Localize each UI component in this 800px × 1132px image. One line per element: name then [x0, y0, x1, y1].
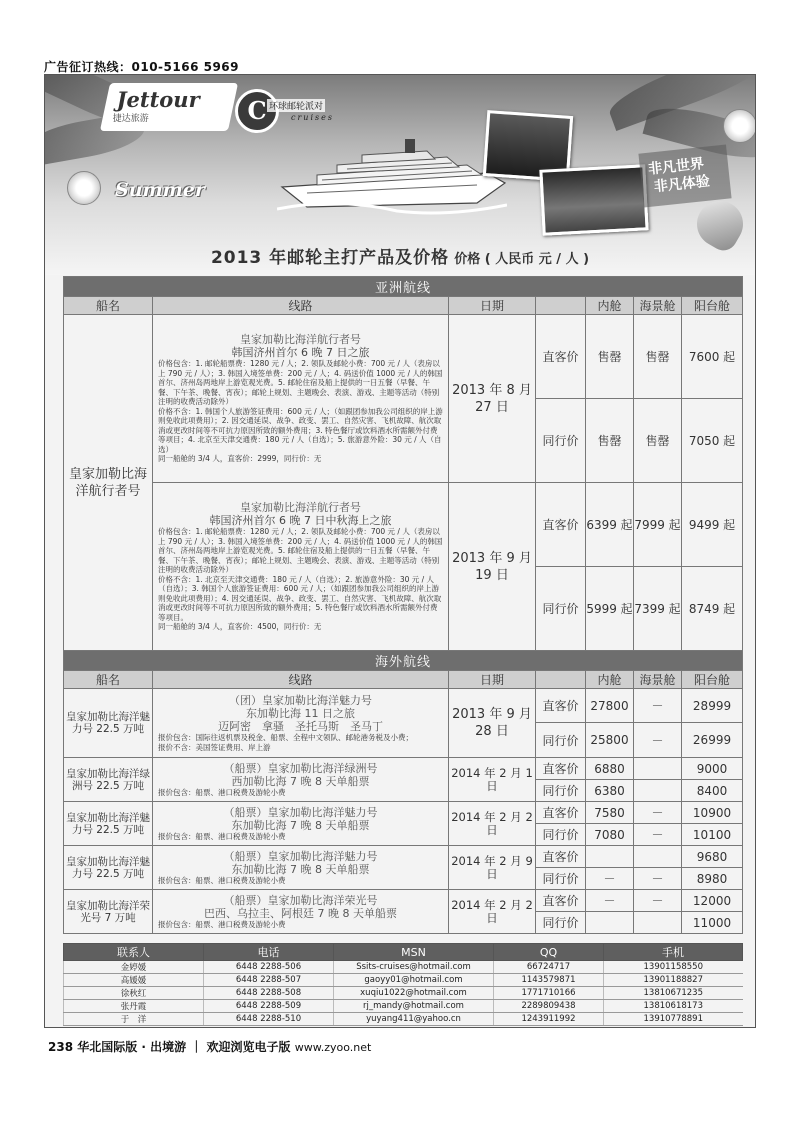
price-seaview: [634, 758, 682, 780]
route-subtitle: 东加勒比海 7 晚 8 天单船票: [231, 862, 370, 876]
contact-msn: gaoyy01@hotmail.com: [334, 974, 494, 987]
price-balcony: 10900: [682, 802, 743, 824]
price-inner: 6380: [586, 780, 634, 802]
price-balcony: 7600 起: [682, 315, 743, 399]
route-subtitle: 东加勒比海 7 晚 8 天单船票: [231, 818, 370, 832]
table-row: [64, 890, 743, 912]
brand-subtitle: 捷达旅游: [112, 114, 149, 124]
price-seaview: －: [634, 890, 682, 912]
route-child-price: 同一船舱的 3/4 人，直客价：2999，同行价：无: [158, 454, 322, 464]
contact-mobile: 13901188827: [604, 974, 743, 987]
contact-msn: yuyang411@yahoo.cn: [334, 1013, 494, 1026]
price-type: 直客价: [536, 483, 586, 567]
contacts-header: [64, 944, 743, 961]
contact-phone: 6448 2288-507: [204, 974, 334, 987]
col-balcony: 阳台舱: [682, 297, 743, 315]
col-seaview: 海景舱: [634, 297, 682, 315]
price-balcony: 7050 起: [682, 399, 743, 483]
sail-date: 2014 年 2 月 2 日: [449, 802, 536, 846]
route-include: 价格包含：1. 邮轮船票费：1280 元 / 人；2. 领队及邮轮小费：700 元 / 人（表房以上 790 元 / 人）；3. 韩国入境签单费：200 元 / 人；4. 码送价值 1000 元 / 人的韩国首尔、济州岛两地岸上游览观光费。5. 邮轮住宿及船上提供的一日五餐（早餐、午餐、下午茶、晚餐、宵夜）；邮轮上规划、主题晚会、表演、游戏、主题等活动（特别注明的收费活动除外）: [158, 527, 443, 575]
price-balcony: 12000: [682, 890, 743, 912]
price-inner: 7580: [586, 802, 634, 824]
route-include: 报价包含：船票、港口税费及游轮小费: [158, 787, 286, 797]
section-title: 海外航线: [64, 651, 743, 671]
price-seaview: －: [634, 723, 682, 758]
price-balcony: 10100: [682, 824, 743, 846]
contact-phone: 6448 2288-510: [204, 1013, 334, 1026]
contacts-col-qq: QQ: [494, 944, 604, 961]
ship-name: 皇家加勒比海洋航行者号: [64, 315, 153, 651]
price-type: 同行价: [536, 780, 586, 802]
section-asia: [64, 277, 743, 297]
route-detail: [153, 802, 449, 846]
contact-mobile: 13810618173: [604, 1000, 743, 1013]
contact-qq: 1243911992: [494, 1013, 604, 1026]
price-seaview: [634, 780, 682, 802]
route-subtitle: 东加勒比海 11 日之旅: [246, 707, 355, 720]
price-type: 直客价: [536, 802, 586, 824]
contacts-col-name: 联系人: [64, 944, 204, 961]
price-inner: 27800: [586, 689, 634, 723]
route-include: 报价包含：船票、港口税费及游轮小费: [158, 875, 286, 885]
footer-text: 华北国际版 · 出境游 ｜ 欢迎浏览电子版: [77, 1040, 291, 1054]
sail-date: 2013 年 8 月 27 日: [449, 315, 536, 483]
col-ship: 船名: [64, 297, 153, 315]
column-header-row: [64, 671, 743, 689]
route-exclude: 价格不含：1. 北京至天津交通费：180 元 / 人（自选）；2. 旅游意外险：30 元 / 人（自选）；3. 韩国个人旅游签证费用：600 元 / 人；（如跟团参加我公司组织的岸上游则免收此项费用）；4. 因交通延误、战争、政变、罢工、自然灾害、飞机故障、航次取消或更改时间等不可抗力原因所致的额外费用；5. 特色餐厅或饮料酒水所需额外付费等项目。: [158, 574, 442, 622]
contact-qq: 1771710166: [494, 987, 604, 1000]
summer-script: Summer: [115, 179, 205, 201]
contact-mobile: 13901158550: [604, 961, 743, 974]
ship-name: 皇家加勒比海洋魅力号 22.5 万吨: [64, 846, 153, 890]
price-balcony: 26999: [682, 723, 743, 758]
route-title: 皇家加勒比海洋航行者号: [240, 501, 361, 515]
price-type: 直客价: [536, 689, 586, 723]
route-include: 报价包含：船票、港口税费及游轮小费: [158, 831, 286, 841]
flower-icon: [723, 109, 755, 143]
route-title: （船票）皇家加勒比海洋魅力号: [223, 805, 378, 819]
price-seaview: 售罄: [634, 315, 682, 399]
col-inner: 内舱: [586, 297, 634, 315]
price-seaview: 7999 起: [634, 483, 682, 567]
route-subtitle: 巴西、乌拉圭、阿根廷 7 晚 8 天单船票: [204, 906, 397, 920]
sail-date: 2013 年 9 月 28 日: [449, 689, 536, 758]
contact-phone: 6448 2288-508: [204, 987, 334, 1000]
price-inner: －: [586, 890, 634, 912]
contacts-table: [63, 943, 743, 1026]
contact-mobile: 13910778891: [604, 1013, 743, 1026]
price-seaview: 7399 起: [634, 567, 682, 651]
route-detail: [153, 315, 449, 483]
price-inner: 25800: [586, 723, 634, 758]
ad-hotline: 广告征订热线：010-5166 5969: [44, 60, 240, 74]
route-child-price: 同一船舱的 3/4 人，直客价：4500，同行价：无: [158, 622, 322, 632]
price-type: 同行价: [536, 399, 586, 483]
col-type: [536, 297, 586, 315]
col-type: [536, 671, 586, 689]
price-type: 同行价: [536, 723, 586, 758]
route-subtitle: 韩国济州首尔 6 晚 7 日中秋海上之旅: [209, 514, 392, 528]
ship-name: 皇家加勒比海洋魅力号 22.5 万吨: [64, 802, 153, 846]
price-table: [63, 276, 743, 934]
route-detail: [153, 483, 449, 651]
table-row: [64, 802, 743, 824]
page-title-main: 2013 年邮轮主打产品及价格: [210, 248, 450, 268]
price-balcony: 8749 起: [682, 567, 743, 651]
route-title: 皇家加勒比海洋航行者号: [240, 333, 361, 347]
contact-name: 高媛媛: [64, 974, 204, 987]
price-seaview: －: [634, 868, 682, 890]
price-type: 同行价: [536, 824, 586, 846]
flower-icon: [67, 171, 101, 205]
route-detail: [153, 846, 449, 890]
table-row: [64, 758, 743, 780]
col-seaview: 海景舱: [634, 671, 682, 689]
col-route: 线路: [153, 671, 449, 689]
photo-deck: [539, 164, 648, 235]
table-row: [64, 689, 743, 723]
price-unit: 价格 ( 人民币 元 / 人 ): [454, 252, 590, 267]
price-seaview: －: [634, 824, 682, 846]
contact-qq: 2289809438: [494, 1000, 604, 1013]
contact-phone: 6448 2288-506: [204, 961, 334, 974]
contacts-col-mobile: 手机: [604, 944, 743, 961]
contact-msn: xuqiu1022@hotmail.com: [334, 987, 494, 1000]
table-row: [64, 846, 743, 868]
contact-name: 于 洋: [64, 1013, 204, 1026]
table-row: [64, 315, 743, 399]
price-inner: [586, 846, 634, 868]
table-row: [64, 1000, 743, 1013]
ship-name: 皇家加勒比海洋荣光号 7 万吨: [64, 890, 153, 934]
route-exclude: 报价不含：美国签证费用、岸上游: [158, 742, 271, 752]
section-overseas: [64, 651, 743, 671]
sail-date: 2014 年 2 月 9 日: [449, 846, 536, 890]
contacts-col-msn: MSN: [334, 944, 494, 961]
table-row: [64, 483, 743, 567]
price-inner: 6880: [586, 758, 634, 780]
cruise-logo-c-icon: C: [235, 89, 279, 133]
price-inner: [586, 912, 634, 934]
price-seaview: 售罄: [634, 399, 682, 483]
ad-frame: [44, 74, 756, 1028]
price-inner: 7080: [586, 824, 634, 846]
price-balcony: 8400: [682, 780, 743, 802]
table-row: [64, 961, 743, 974]
price-type: 直客价: [536, 315, 586, 399]
cruise-logo-text: 环球邮轮派对: [267, 99, 325, 112]
contact-msn: rj_mandy@hotmail.com: [334, 1000, 494, 1013]
col-date: 日期: [449, 297, 536, 315]
col-balcony: 阳台舱: [682, 671, 743, 689]
sail-date: 2014 年 2 月 2 日: [449, 890, 536, 934]
slogan-line-2: 非凡体验: [653, 173, 711, 196]
route-exclude: 价格不含：1. 韩国个人旅游签证费用：600 元 / 人；（如跟团参加我公司组织的岸上游则免收此项费用）；2. 因交通延误、战争、政变、罢工、自然灾害、飞机故障、航次取消或更改时间等不可抗力原因所致的额外费用；3. 特色餐厅或饮料酒水所需额外付费等项目；4. 北京至天津交通费：180 元 / 人（自选）；5. 旅游意外险：30 元 / 人（自选）: [158, 406, 443, 454]
column-header-row: [64, 297, 743, 315]
page-footer: [48, 1038, 371, 1055]
cruise-ship-icon: [277, 125, 507, 215]
banner: [45, 75, 755, 275]
route-title: （船票）皇家加勒比海洋魅力号: [223, 849, 378, 863]
price-inner: 6399 起: [586, 483, 634, 567]
table-row: [64, 974, 743, 987]
section-title: 亚洲航线: [64, 277, 743, 297]
route-include: 价格包含：1. 邮轮船票费：1280 元 / 人；2. 领队及邮轮小费：700 元 / 人（表房以上 790 元 / 人）；3. 韩国入境签单费：200 元 / 人；4. 码送价值 1000 元 / 人的韩国首尔、济州岛两地岸上游览观光费。5. 邮轮住宿及船上提供的一日五餐（早餐、午餐、下午茶、晚餐、宵夜）；邮轮上规划、主题晚会、表演、游戏、主题等活动（特别注明的收费活动除外）: [158, 359, 443, 407]
brand-name: Jettour: [116, 87, 200, 112]
route-subtitle: 西加勒比海 7 晚 8 天单船票: [231, 774, 370, 788]
route-detail: [153, 758, 449, 802]
col-inner: 内舱: [586, 671, 634, 689]
contacts-col-phone: 电话: [204, 944, 334, 961]
ship-name: 皇家加勒比海洋绿洲号 22.5 万吨: [64, 758, 153, 802]
contact-name: 金婷媛: [64, 961, 204, 974]
sail-date: 2013 年 9 月 19 日: [449, 483, 536, 651]
price-balcony: 28999: [682, 689, 743, 723]
price-inner: 售罄: [586, 399, 634, 483]
route-subtitle: 韩国济州首尔 6 晚 7 日之旅: [231, 346, 370, 360]
jettour-logo: [100, 83, 238, 131]
price-type: 同行价: [536, 567, 586, 651]
contact-qq: 1143579871: [494, 974, 604, 987]
slogan: [638, 145, 731, 208]
page-number: 238: [48, 1040, 74, 1054]
page-title: [45, 243, 755, 268]
route-title: （团）皇家加勒比海洋魅力号: [229, 694, 372, 707]
contact-name: 徐秋红: [64, 987, 204, 1000]
contact-qq: 66724717: [494, 961, 604, 974]
price-type: 直客价: [536, 846, 586, 868]
contact-mobile: 13810671235: [604, 987, 743, 1000]
price-seaview: [634, 912, 682, 934]
col-date: 日期: [449, 671, 536, 689]
price-type: 直客价: [536, 890, 586, 912]
price-seaview: －: [634, 802, 682, 824]
contact-msn: Ssits-cruises@hotmail.com: [334, 961, 494, 974]
price-type: 直客价: [536, 758, 586, 780]
price-type: 同行价: [536, 868, 586, 890]
price-inner: 5999 起: [586, 567, 634, 651]
route-title: （船票）皇家加勒比海洋荣光号: [223, 893, 378, 907]
route-ports: 迈阿密 拿骚 圣托马斯 圣马丁: [218, 720, 383, 733]
col-ship: 船名: [64, 671, 153, 689]
table-row: [64, 1013, 743, 1026]
footer-website[interactable]: www.zyoo.net: [294, 1041, 372, 1054]
route-include: 报价包含：船票、港口税费及游轮小费: [158, 919, 286, 929]
ship-name: 皇家加勒比海洋魅力号 22.5 万吨: [64, 689, 153, 758]
route-detail: [153, 890, 449, 934]
price-balcony: 8980: [682, 868, 743, 890]
price-seaview: －: [634, 689, 682, 723]
sail-date: 2014 年 2 月 1 日: [449, 758, 536, 802]
route-title: （船票）皇家加勒比海洋绿洲号: [223, 761, 378, 775]
price-balcony: 9499 起: [682, 483, 743, 567]
cruise-logo-subtext: cruises: [291, 113, 334, 122]
price-balcony: 9680: [682, 846, 743, 868]
route-include: 报价包含：国际往返机票及税金、船票、全程中文领队、邮轮港务税及小费；: [158, 733, 413, 742]
price-balcony: 9000: [682, 758, 743, 780]
contact-name: 张丹霞: [64, 1000, 204, 1013]
col-route: 线路: [153, 297, 449, 315]
table-row: [64, 987, 743, 1000]
price-type: 同行价: [536, 912, 586, 934]
price-inner: 售罄: [586, 315, 634, 399]
price-inner: －: [586, 868, 634, 890]
contact-phone: 6448 2288-509: [204, 1000, 334, 1013]
slogan-line-1: 非凡世界: [647, 156, 705, 178]
price-balcony: 11000: [682, 912, 743, 934]
route-detail: [153, 689, 449, 758]
price-seaview: [634, 846, 682, 868]
